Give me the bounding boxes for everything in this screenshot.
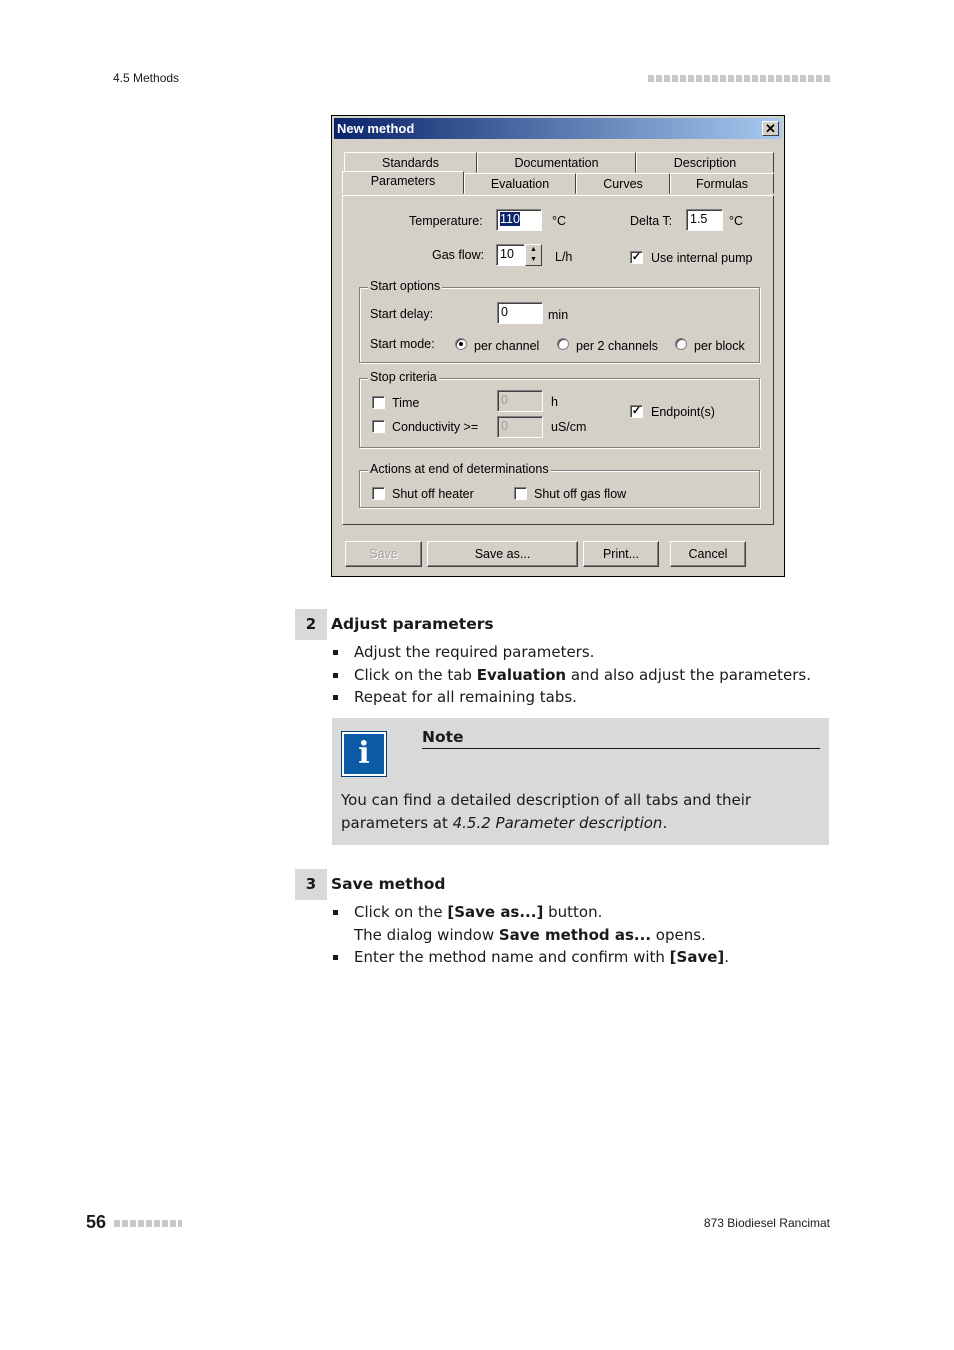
spin-down-icon[interactable]: ▼: [530, 256, 537, 263]
tab-formulas[interactable]: Formulas: [670, 173, 774, 194]
bullet-text: The dialog window: [354, 925, 499, 944]
step-2-bullets: [332, 641, 811, 709]
tab-curves[interactable]: Curves: [576, 173, 670, 194]
per-block-label: per block: [694, 339, 745, 353]
gas-flow-value: 10: [500, 247, 514, 261]
stop-criteria-group: [359, 370, 760, 448]
dialog-title: New method: [337, 121, 415, 136]
close-icon[interactable]: ✕: [762, 121, 779, 136]
step-3-number: 3: [295, 869, 327, 900]
conductivity-checkbox[interactable]: [372, 420, 385, 433]
temperature-value: 110: [500, 212, 520, 226]
start-delay-label: Start delay:: [370, 307, 434, 321]
tab-documentation[interactable]: Documentation: [477, 152, 636, 173]
list-item: [332, 686, 811, 709]
shut-off-gas-flow-checkbox[interactable]: [514, 487, 527, 500]
parameters-panel: [342, 195, 774, 525]
start-delay-input[interactable]: [497, 302, 543, 324]
time-checkbox[interactable]: [372, 396, 385, 409]
time-input[interactable]: [497, 390, 543, 412]
bullet-text: .: [724, 948, 730, 966]
note-cross-reference[interactable]: 4.5.2 Parameter description: [452, 814, 663, 832]
shut-off-gas-flow-label: Shut off gas flow: [534, 487, 627, 501]
per-channel-label: per channel: [474, 339, 540, 353]
temperature-unit: °C: [552, 214, 567, 228]
cancel-button[interactable]: Cancel: [670, 541, 746, 567]
save-button[interactable]: Save: [345, 541, 422, 567]
actions-group: [359, 462, 760, 508]
save-as-button[interactable]: Save as...: [427, 541, 578, 567]
list-item: [332, 641, 811, 664]
use-internal-pump-checkbox[interactable]: ✓: [631, 251, 642, 263]
per-2-channels-radio[interactable]: [557, 338, 569, 350]
time-value: 0: [501, 393, 508, 407]
dialog-title-bar: [334, 118, 782, 139]
conductivity-input[interactable]: [497, 416, 543, 438]
start-delay-value: 0: [501, 305, 508, 319]
bullet-bold: [Save]: [669, 948, 725, 966]
start-options-group: [359, 279, 760, 363]
start-options-title: Start options: [370, 279, 441, 293]
tab-standards[interactable]: Standards: [344, 152, 477, 173]
step-2-number: 2: [295, 609, 327, 640]
info-icon: i: [341, 731, 387, 777]
endpoints-checkbox[interactable]: ✓: [631, 405, 642, 417]
bullet-text: opens.: [651, 925, 706, 944]
bullet-text: Enter the method name and confirm with: [354, 948, 670, 966]
per-2-channels-label: per 2 channels: [576, 339, 659, 353]
list-item: [332, 901, 729, 946]
footer-dots-decoration: [114, 1220, 182, 1227]
step-2-title: Adjust parameters: [331, 615, 494, 633]
running-header-section: 4.5 Methods: [113, 71, 180, 85]
bullet-bold: Save method as...: [498, 925, 652, 944]
per-channel-radio[interactable]: [455, 338, 467, 350]
bullet-bold: Evaluation: [476, 665, 567, 684]
step-3-title: Save method: [331, 875, 446, 893]
print-button[interactable]: Print...: [583, 541, 659, 567]
per-block-radio[interactable]: [675, 338, 687, 350]
note-text-end: .: [662, 814, 668, 832]
shut-off-heater-checkbox[interactable]: [372, 487, 385, 500]
gas-flow-label: Gas flow:: [432, 248, 485, 262]
use-internal-pump-label: Use internal pump: [651, 251, 753, 265]
conductivity-value: 0: [501, 419, 508, 433]
step-3-bullets: [332, 901, 729, 969]
delta-t-label: Delta T:: [630, 214, 673, 228]
note-box: [332, 718, 829, 845]
tab-description[interactable]: Description: [636, 152, 774, 173]
temperature-label: Temperature:: [409, 214, 483, 228]
page-number: 56: [86, 1212, 107, 1232]
header-dots-decoration: [648, 75, 830, 82]
note-text: [341, 789, 825, 835]
conductivity-label: Conductivity >=: [392, 420, 479, 434]
spin-up-icon[interactable]: ▲: [530, 246, 537, 253]
bullet-text: button.: [543, 903, 603, 921]
new-method-dialog: [331, 115, 785, 577]
bullet-text: and also adjust the parameters.: [566, 665, 811, 684]
start-mode-label: Start mode:: [370, 337, 435, 351]
gas-flow-unit: L/h: [555, 250, 573, 264]
tab-parameters[interactable]: Parameters: [342, 171, 464, 194]
temperature-input[interactable]: [496, 209, 542, 231]
time-label: Time: [392, 396, 420, 410]
shut-off-heater-label: Shut off heater: [392, 487, 474, 501]
note-text-body: You can find a detailed description of all tabs and their parameters at: [341, 791, 752, 832]
bullet-text: Adjust the required parameters.: [354, 643, 595, 661]
gas-flow-spinner[interactable]: [525, 244, 542, 266]
list-item: [332, 664, 811, 687]
delta-t-unit: °C: [729, 214, 744, 228]
actions-title: Actions at end of determinations: [370, 462, 549, 476]
stop-criteria-title: Stop criteria: [370, 370, 437, 384]
time-unit: h: [551, 395, 558, 409]
endpoints-label: Endpoint(s): [651, 405, 715, 419]
start-delay-unit: min: [548, 308, 569, 322]
delta-t-input[interactable]: [686, 209, 723, 231]
bullet-bold: [Save as...]: [447, 903, 544, 921]
product-name: 873 Biodiesel Rancimat: [703, 1216, 830, 1230]
conductivity-unit: uS/cm: [551, 420, 587, 434]
bullet-text: Repeat for all remaining tabs.: [354, 688, 577, 706]
list-item: [332, 946, 729, 969]
tab-evaluation[interactable]: Evaluation: [464, 173, 576, 194]
bullet-text: Click on the: [354, 903, 448, 921]
note-title: Note: [422, 728, 820, 749]
delta-t-value: 1.5: [690, 212, 708, 226]
gas-flow-input[interactable]: [496, 244, 525, 266]
bullet-text: Click on the tab: [354, 665, 477, 684]
